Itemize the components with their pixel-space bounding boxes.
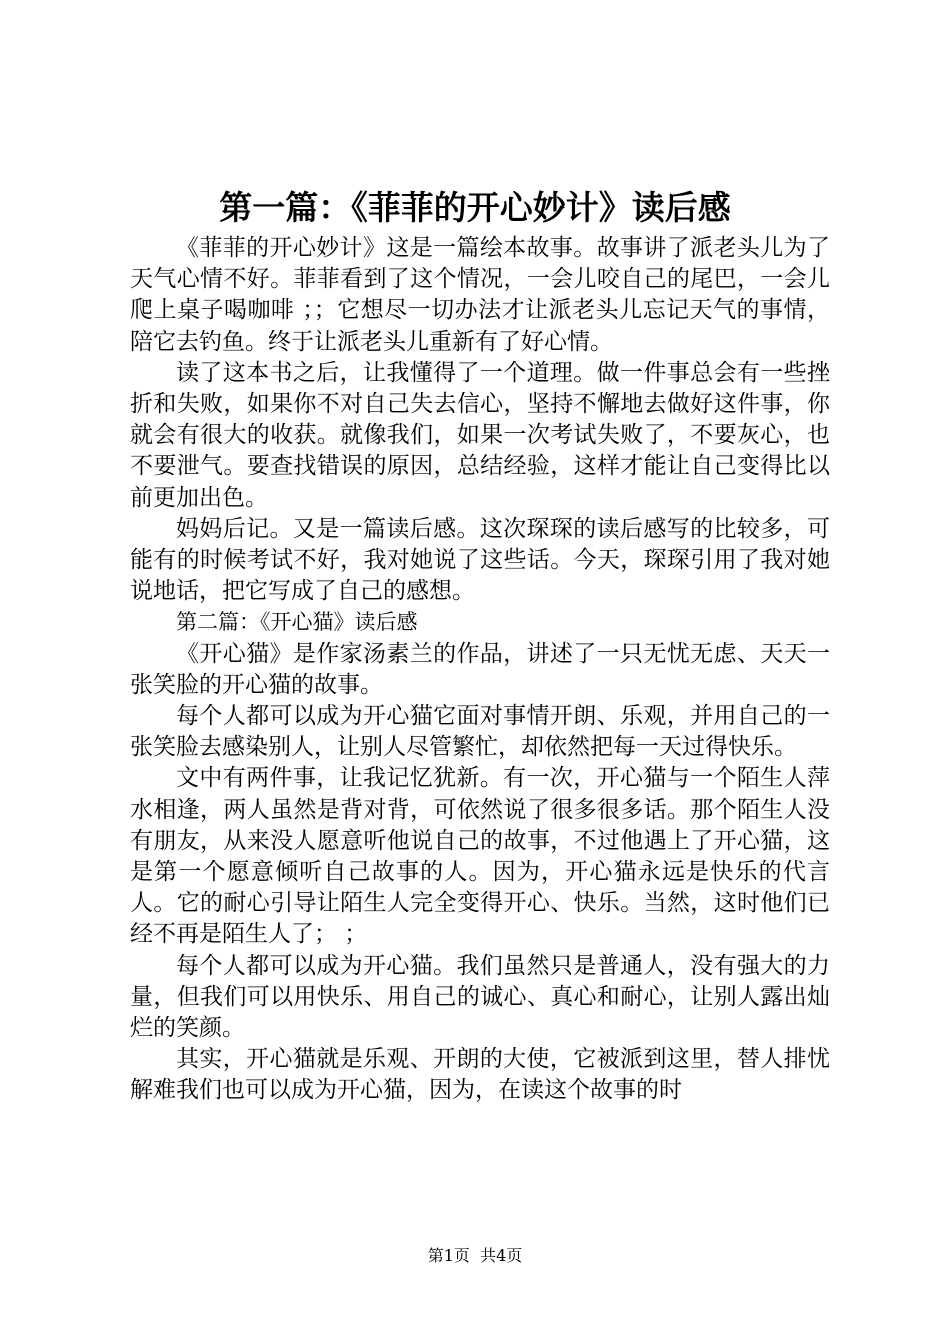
paragraph-4: 《开心猫》是作家汤素兰的作品，讲述了一只无忧无虑、天天一张笑脸的开心猫的故事。 — [130, 640, 830, 698]
paragraph-1: 《菲菲的开心妙计》这是一篇绘本故事。故事讲了派老头儿为了天气心情不好。菲菲看到了这个情况，一会儿咬自己的尾巴，一会儿爬上桌子喝咖啡 ；；它想尽一切办法才让派老头儿忘记天气的事情，陪它去钓鱼。终于让派老头儿重新有了好心情。 — [130, 235, 830, 355]
paragraph-6: 文中有两件事，让我记忆犹新。有一次，开心猫与一个陌生人萍水相逢，两人虽然是背对背，可依然说了很多很多话。那个陌生人没有朋友，从来没人愿意听他说自己的故事，不过他遇上了开心猫，这是第一个愿意倾听自己故事的人。因为，开心猫永远是快乐的代言人。它的耐心引导让陌生人完全变得开心、快乐。当然，这时他们已经不再是陌生人了； ； — [130, 765, 830, 948]
paragraph-7: 每个人都可以成为开心猫。我们虽然只是普通人，没有强大的力量，但我们可以用快乐、用自己的诚心、真心和耐心，让别人露出灿烂的笑颜。 — [130, 952, 830, 1042]
paragraph-2: 读了这本书之后，让我懂得了一个道理。做一件事总会有一些挫折和失败，如果你不对自己失去信心，坚持不懈地去做好这件事，你就会有很大的收获。就像我们，如果一次考试失败了，不要灰心，也不要泄气。要查找错误的原因，总结经验，这样才能让自己变得比以前更加出色。 — [130, 359, 830, 511]
paragraph-3: 妈妈后记。又是一篇读后感。这次琛琛的读后感写的比较多，可能有的时候考试不好，我对她说了这些话。今天，琛琛引用了我对她说地话，把它写成了自己的感想。 — [130, 515, 830, 605]
page-footer — [0, 1246, 950, 1266]
page-number: 第1页 共4页 — [427, 1246, 523, 1265]
document-title: 第一篇：《菲菲的开心妙计》读后感 — [219, 188, 731, 227]
paragraph-5: 每个人都可以成为开心猫它面对事情开朗、乐观，并用自己的一张笑脸去感染别人，让别人尽管繁忙，却依然把每一天过得快乐。 — [130, 703, 830, 761]
paragraph-8: 其实，开心猫就是乐观、开朗的大使，它被派到这里，替人排忧解难我们也可以成为开心猫，因为，在读这个故事的时 — [130, 1046, 830, 1104]
section-heading-2: 第二篇：《开心猫》读后感 — [176, 610, 418, 635]
document-body — [130, 233, 830, 1107]
